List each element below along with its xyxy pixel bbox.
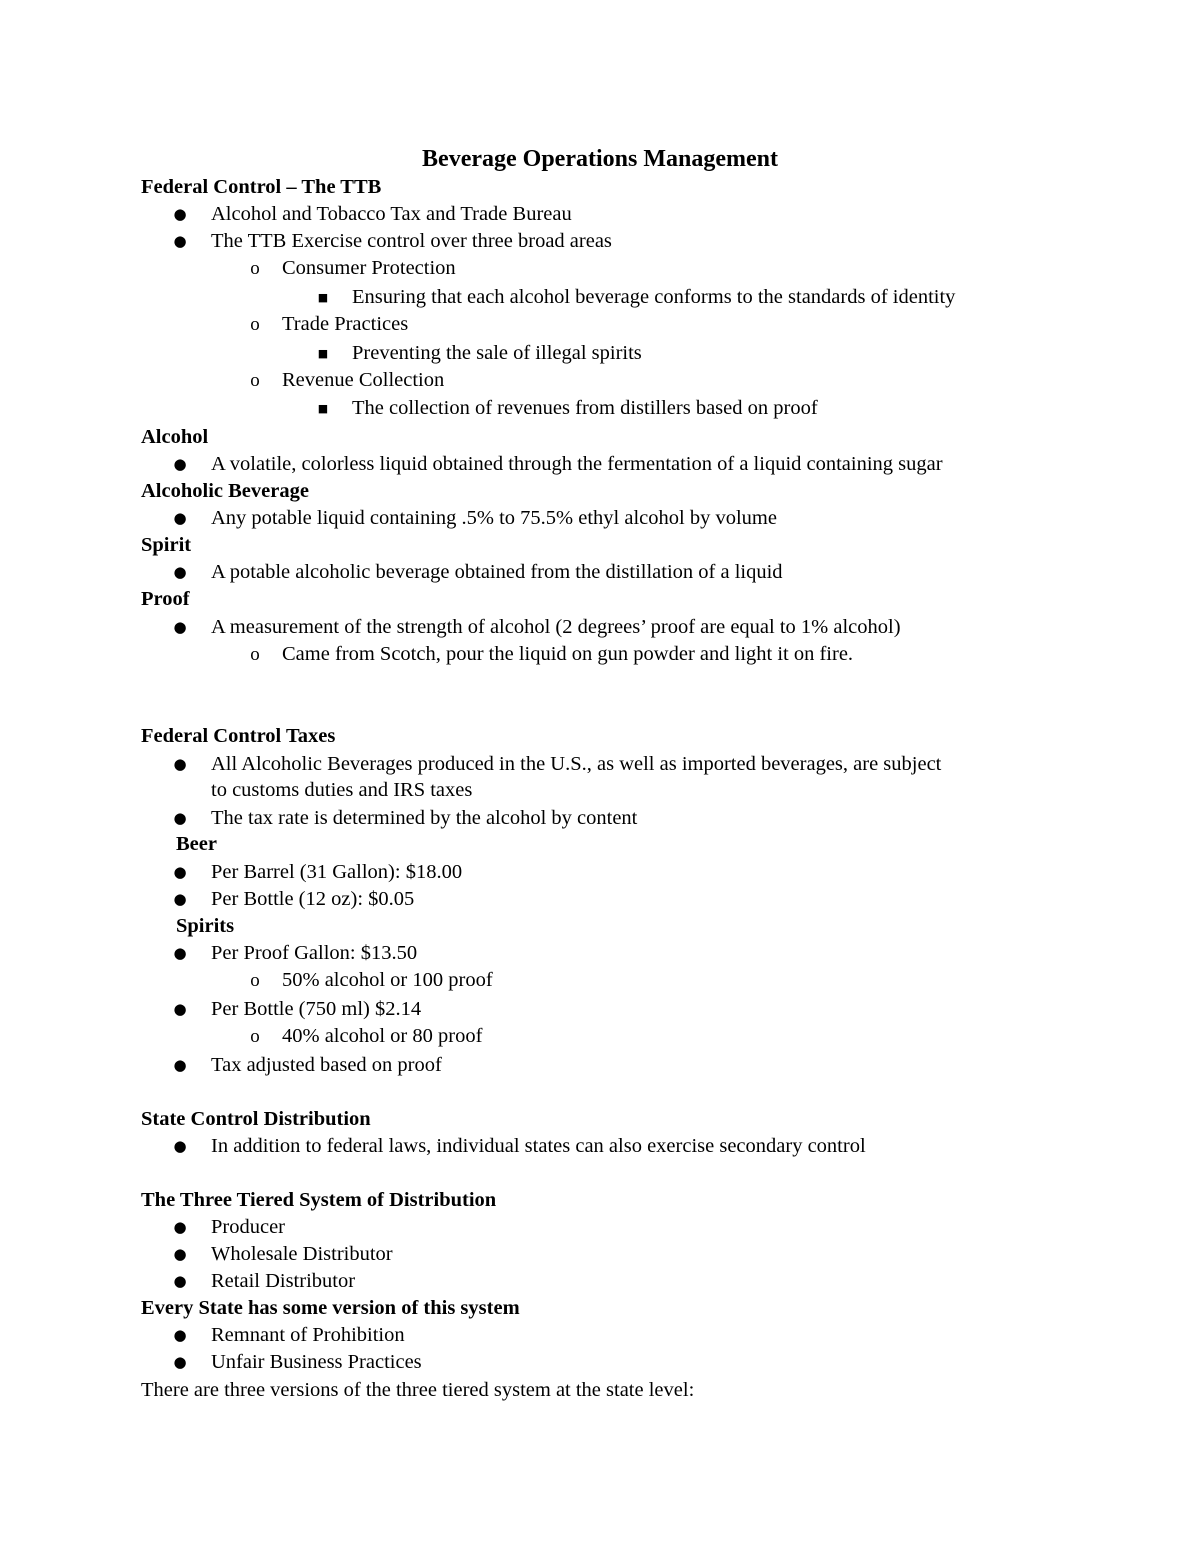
list-item: Tax adjusted based on proof	[211, 1054, 442, 1076]
list-item: Remnant of Prohibition	[211, 1324, 405, 1346]
sub-item: Revenue Collection	[282, 369, 445, 391]
section-heading: Federal Control Taxes	[141, 725, 336, 747]
subsection-heading: Beer	[176, 833, 217, 855]
list-item: Unfair Business Practices	[211, 1351, 422, 1373]
closing-paragraph: There are three versions of the three tiered system at the state level:	[141, 1379, 695, 1401]
bullet-dot: ●	[173, 1000, 187, 1018]
list-item: Per Bottle (12 oz): $0.05	[211, 888, 415, 910]
section-heading: Spirit	[141, 534, 192, 556]
bullet-dot: ●	[173, 944, 187, 962]
document-title: Beverage Operations Management	[422, 146, 778, 172]
list-item: A volatile, colorless liquid obtained through the fermentation of a liquid containing sugar	[211, 453, 943, 475]
sub-item: Trade Practices	[282, 313, 409, 335]
bullet-dot: ●	[173, 1137, 187, 1155]
sub-sub-item: The collection of revenues from distillers based on proof	[352, 397, 818, 419]
list-item-continuation: to customs duties and IRS taxes	[211, 779, 473, 801]
bullet-square: ■	[317, 347, 329, 360]
sub-item: 40% alcohol or 80 proof	[282, 1025, 483, 1047]
list-item: The tax rate is determined by the alcohol by content	[211, 807, 638, 829]
list-item: Producer	[211, 1216, 286, 1238]
bullet-circle: o	[250, 370, 260, 391]
list-item: The TTB Exercise control over three broad areas	[211, 230, 612, 252]
section-heading: Every State has some version of this system	[141, 1297, 520, 1319]
bullet-circle: o	[250, 1026, 260, 1047]
bullet-circle: o	[250, 644, 260, 665]
bullet-square: ■	[317, 402, 329, 415]
sub-item: Consumer Protection	[282, 257, 456, 279]
bullet-dot: ●	[173, 890, 187, 908]
list-item: Any potable liquid containing .5% to 75.5% ethyl alcohol by volume	[211, 507, 777, 529]
section-heading: Federal Control – The TTB	[141, 176, 382, 198]
section-heading: State Control Distribution	[141, 1108, 371, 1130]
sub-sub-item: Ensuring that each alcohol beverage conforms to the standards of identity	[352, 286, 956, 308]
bullet-dot: ●	[173, 863, 187, 881]
list-item: Per Proof Gallon: $13.50	[211, 942, 418, 964]
section-heading: Alcohol	[141, 426, 209, 448]
list-item: Per Bottle (750 ml) $2.14	[211, 998, 422, 1020]
bullet-dot: ●	[173, 1056, 187, 1074]
list-item: All Alcoholic Beverages produced in the U.S., as well as imported beverages, are subject	[211, 753, 942, 775]
subsection-heading: Spirits	[176, 915, 235, 937]
bullet-dot: ●	[173, 509, 187, 527]
bullet-dot: ●	[173, 618, 187, 636]
list-item: A measurement of the strength of alcohol (2 degrees’ proof are equal to 1% alcohol)	[211, 616, 901, 638]
bullet-square: ■	[317, 291, 329, 304]
section-heading: Alcoholic Beverage	[141, 480, 309, 502]
bullet-dot: ●	[173, 1245, 187, 1263]
bullet-dot: ●	[173, 232, 187, 250]
list-item: A potable alcoholic beverage obtained from the distillation of a liquid	[211, 561, 783, 583]
section-heading: Proof	[141, 588, 190, 610]
list-item: Alcohol and Tobacco Tax and Trade Bureau	[211, 203, 572, 225]
bullet-circle: o	[250, 258, 260, 279]
bullet-dot: ●	[173, 1353, 187, 1371]
bullet-dot: ●	[173, 1272, 187, 1290]
sub-item: Came from Scotch, pour the liquid on gun powder and light it on fire.	[282, 643, 854, 665]
bullet-dot: ●	[173, 809, 187, 827]
bullet-dot: ●	[173, 1326, 187, 1344]
bullet-dot: ●	[173, 205, 187, 223]
sub-item: 50% alcohol or 100 proof	[282, 969, 493, 991]
list-item: Wholesale Distributor	[211, 1243, 393, 1265]
bullet-dot: ●	[173, 563, 187, 581]
sub-sub-item: Preventing the sale of illegal spirits	[352, 342, 642, 364]
section-heading: The Three Tiered System of Distribution	[141, 1189, 497, 1211]
bullet-dot: ●	[173, 755, 187, 773]
list-item: Per Barrel (31 Gallon): $18.00	[211, 861, 463, 883]
bullet-circle: o	[250, 314, 260, 335]
bullet-dot: ●	[173, 1218, 187, 1236]
list-item: In addition to federal laws, individual states can also exercise secondary control	[211, 1135, 866, 1157]
list-item: Retail Distributor	[211, 1270, 356, 1292]
bullet-dot: ●	[173, 455, 187, 473]
bullet-circle: o	[250, 970, 260, 991]
